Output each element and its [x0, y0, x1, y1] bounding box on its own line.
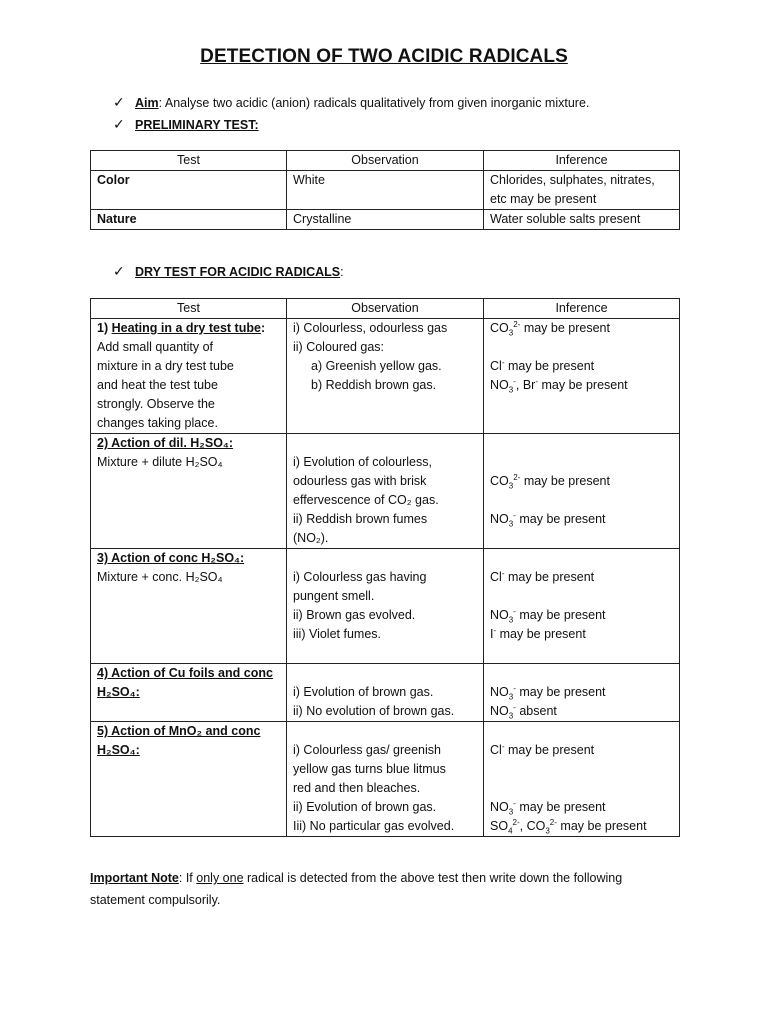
obs-line: i) Colourless gas/ greenish [293, 743, 441, 757]
inference-line: $SO_4^{2-}$, $CO_3^{2-}$ may be present [490, 817, 647, 836]
header-inference: Inference [484, 151, 680, 171]
observation-cell: White [287, 171, 484, 210]
test-desc: mixture in a dry test tube [97, 359, 234, 373]
header-observation: Observation [287, 299, 484, 319]
test-desc: and heat the test tube [97, 378, 218, 392]
aim-line [113, 93, 589, 113]
test-title: 3) Action of conc H₂SO₄: [97, 551, 245, 565]
inference-line: Cl- may be present [490, 568, 595, 584]
test-cell [91, 664, 287, 722]
page-title: DETECTION OF TWO ACIDIC RADICALS [200, 46, 568, 67]
inference-cell [484, 171, 680, 210]
inference-line: $NO_3^-$ may be present [490, 683, 606, 702]
header-inference: Inference [484, 299, 680, 319]
obs-line: ii) Brown gas evolved. [293, 608, 416, 622]
inference-cell [484, 434, 680, 549]
test-desc: Mixture + conc. H₂SO₄ [97, 570, 223, 584]
inference-cell [484, 722, 680, 837]
table-row [91, 171, 680, 210]
observation-cell [287, 319, 484, 434]
inference-line: Cl- may be present [490, 741, 595, 757]
note-text: radical is detected from the above test then write down the following statement compulsorily. [90, 871, 623, 907]
test-desc: changes taking place. [97, 416, 218, 430]
inference-cell [484, 664, 680, 722]
header-observation: Observation [287, 151, 484, 171]
test-cell [91, 549, 287, 664]
obs-line: yellow gas turns blue litmus [293, 762, 446, 776]
note-emphasis: only one [196, 871, 244, 885]
obs-line: odourless gas with brisk [293, 474, 427, 488]
obs-line: iii) Violet fumes. [293, 627, 381, 641]
inference-line: Cl- may be present [490, 357, 595, 373]
observation-cell [287, 434, 484, 549]
checkmark-icon: ✓ [113, 263, 125, 279]
inference-line: $CO_3^{2-}$ may be present [490, 319, 610, 338]
inference-line: $CO_3^{2-}$ may be present [490, 472, 610, 491]
inference-line: Chlorides, sulphates, nitrates, [490, 173, 655, 187]
inference-line: $NO_3^-$ may be present [490, 510, 606, 529]
table-row [91, 319, 680, 434]
preliminary-heading-line [113, 115, 259, 135]
observation-cell: Crystalline [287, 210, 484, 230]
header-test: Test [91, 151, 287, 171]
inference-cell [484, 549, 680, 664]
test-title: 4) Action of Cu foils and conc [97, 666, 273, 680]
obs-line: red and then bleaches. [293, 781, 421, 795]
inference-cell [484, 319, 680, 434]
test-title: 1) Heating in a dry test tube: [97, 321, 266, 335]
observation-cell [287, 549, 484, 664]
test-title: 5) Action of MnO₂ and conc [97, 724, 261, 738]
dry-test-heading: DRY TEST FOR ACIDIC RADICALS [135, 265, 341, 279]
inference-line: etc may be present [490, 192, 597, 206]
aim-label: Aim [135, 96, 159, 110]
preliminary-table [90, 150, 680, 230]
obs-line: ii) Coloured gas: [293, 340, 385, 354]
obs-line: (NO₂). [293, 531, 329, 545]
obs-line: Iii) No particular gas evolved. [293, 819, 455, 833]
note-text: : If [178, 871, 197, 885]
observation-cell [287, 664, 484, 722]
inference-line: $NO_3^-$, Br- may be present [490, 376, 628, 395]
dry-test-table [90, 298, 680, 837]
test-title: H₂SO₄: [97, 685, 140, 699]
obs-line: ii) No evolution of brown gas. [293, 704, 455, 718]
test-cell [91, 722, 287, 837]
test-cell: Color [91, 171, 287, 210]
checkmark-icon: ✓ [113, 116, 125, 132]
obs-line: b) Reddish brown gas. [311, 378, 437, 392]
heading-colon: : [340, 265, 344, 279]
test-desc: Add small quantity of [97, 340, 214, 354]
test-cell [91, 434, 287, 549]
test-desc: Mixture + dilute H₂SO₄ [97, 455, 223, 469]
inference-cell: Water soluble salts present [484, 210, 680, 230]
dry-test-heading-line [113, 262, 344, 282]
table-header-row [91, 151, 680, 171]
obs-line: a) Greenish yellow gas. [311, 359, 442, 373]
table-row [91, 549, 680, 664]
inference-line: $NO_3^-$ may be present [490, 606, 606, 625]
test-title: 2) Action of dil. H₂SO₄: [97, 436, 234, 450]
inference-line: $NO_3^-$ may be present [490, 798, 606, 817]
header-test: Test [91, 299, 287, 319]
inference-line: I- may be present [490, 625, 586, 641]
table-row [91, 434, 680, 549]
inference-line: $NO_3^-$ absent [490, 702, 557, 721]
obs-line: ii) Evolution of brown gas. [293, 800, 437, 814]
obs-line: ii) Reddish brown fumes [293, 512, 428, 526]
table-row [91, 664, 680, 722]
test-cell [91, 319, 287, 434]
test-cell: Nature [91, 210, 287, 230]
obs-line: i) Colourless, odourless gas [293, 321, 448, 335]
obs-line: i) Evolution of colourless, [293, 455, 432, 469]
test-title: H₂SO₄: [97, 743, 140, 757]
important-note [90, 867, 650, 911]
obs-line: pungent smell. [293, 589, 375, 603]
checkmark-icon: ✓ [113, 94, 125, 110]
observation-cell [287, 722, 484, 837]
obs-line: i) Evolution of brown gas. [293, 685, 434, 699]
table-header-row [91, 299, 680, 319]
preliminary-heading: PRELIMINARY TEST: [135, 118, 259, 132]
table-row [91, 210, 680, 230]
aim-text: : Analyse two acidic (anion) radicals qualitatively from given inorganic mixture. [158, 96, 590, 110]
obs-line: i) Colourless gas having [293, 570, 427, 584]
note-label: Important Note [90, 871, 179, 885]
table-row [91, 722, 680, 837]
obs-line: effervescence of CO₂ gas. [293, 493, 439, 507]
test-desc: strongly. Observe the [97, 397, 215, 411]
